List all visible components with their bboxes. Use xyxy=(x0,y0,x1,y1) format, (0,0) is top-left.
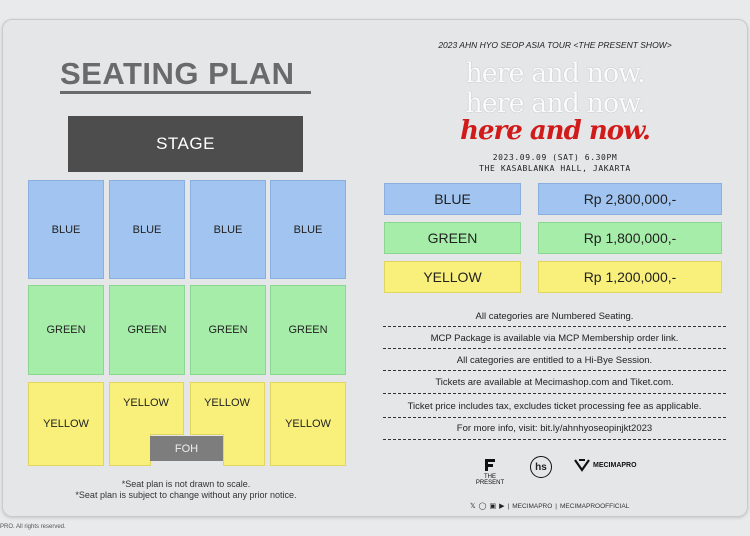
seat-block-green-3: GREEN xyxy=(190,285,266,375)
info-ticket-availability: Tickets are available at Mecimashop.com and Tiket.com. xyxy=(435,377,674,388)
mecimapro-logo xyxy=(574,458,637,472)
foh-block: FOH xyxy=(150,436,223,461)
divider xyxy=(383,370,726,371)
price-value-blue: Rp 2,800,000,- xyxy=(538,183,722,215)
hs-logo: hs xyxy=(530,456,552,478)
title-underline xyxy=(60,91,311,94)
copyright-text: PRO. All rights reserved. xyxy=(0,524,66,530)
seat-block-blue-2: BLUE xyxy=(109,180,185,279)
divider xyxy=(383,326,726,327)
twitter-icon[interactable]: 𝕏 xyxy=(470,503,476,510)
info-hi-bye-session: All categories are entitled to a Hi-Bye Session. xyxy=(456,355,653,366)
seat-block-green-4: GREEN xyxy=(270,285,346,375)
mecimapro-mark-icon xyxy=(574,458,590,472)
price-category-blue: BLUE xyxy=(384,183,521,215)
the-present-logo-text: THE PRESENT xyxy=(475,474,505,486)
info-more-info-link[interactable]: For more info, visit: bit.ly/ahnhyoseopinjkt2023 xyxy=(456,423,653,434)
note-subject-to-change: *Seat plan is subject to change without any prior notice. xyxy=(75,490,297,500)
seat-block-blue-3: BLUE xyxy=(190,180,266,279)
info-numbered-seating: All categories are Numbered Seating. xyxy=(475,311,634,322)
headline-line-2: here and now. xyxy=(465,88,645,119)
price-value-green: Rp 1,800,000,- xyxy=(538,222,722,254)
info-ticket-price: Ticket price includes tax, excludes ticket processing fee as applicable. xyxy=(407,401,702,412)
mecimapro-logo-text: MECIMAPRO xyxy=(593,461,637,469)
stage-block: STAGE xyxy=(68,116,303,172)
event-date-venue xyxy=(386,152,724,174)
divider xyxy=(383,439,726,440)
seat-block-yellow-3: YELLOW xyxy=(204,397,250,409)
event-venue: THE KASABLANKA HALL, JAKARTA xyxy=(479,164,631,173)
divider xyxy=(383,417,726,418)
seat-block-green-2: GREEN xyxy=(109,285,185,375)
headline-line-1: here and now. xyxy=(465,58,645,89)
note-not-to-scale: *Seat plan is not drawn to scale. xyxy=(121,479,251,489)
seating-notes xyxy=(28,479,344,501)
the-present-mark-icon xyxy=(483,458,497,472)
social-bar: 𝕏 ◯ ▣ ▶ | MECIMAPRO | MECIMAPROOFFICIAL xyxy=(470,502,630,510)
the-present-logo xyxy=(470,458,510,486)
headline-line-3: here and now. xyxy=(460,116,650,146)
divider xyxy=(383,348,726,349)
price-category-green: GREEN xyxy=(384,222,521,254)
tour-title: 2023 AHN HYO SEOP ASIA TOUR <THE PRESENT SHOW> xyxy=(438,40,672,50)
info-mcp-package: MCP Package is available via MCP Membership order link. xyxy=(430,333,679,344)
seating-plan-title: SEATING PLAN xyxy=(60,56,295,91)
event-date: 2023.09.09 (SAT) 6.30PM xyxy=(492,153,618,162)
price-category-yellow: YELLOW xyxy=(384,261,521,293)
seat-block-yellow-2: YELLOW xyxy=(123,397,169,409)
social-handle-official[interactable]: MECIMAPROOFFICIAL xyxy=(560,502,630,510)
price-value-yellow: Rp 1,200,000,- xyxy=(538,261,722,293)
divider xyxy=(383,393,726,394)
social-handle-mecimapro[interactable]: MECIMAPRO xyxy=(512,502,553,510)
seat-block-blue-1: BLUE xyxy=(28,180,104,279)
seat-block-blue-4: BLUE xyxy=(270,180,346,279)
seat-block-yellow-4: YELLOW xyxy=(270,382,346,466)
facebook-icon[interactable]: ▣ xyxy=(489,503,497,510)
seat-block-green-1: GREEN xyxy=(28,285,104,375)
youtube-icon[interactable]: ▶ xyxy=(499,503,505,510)
instagram-icon[interactable]: ◯ xyxy=(478,503,487,510)
seat-block-yellow-1: YELLOW xyxy=(28,382,104,466)
